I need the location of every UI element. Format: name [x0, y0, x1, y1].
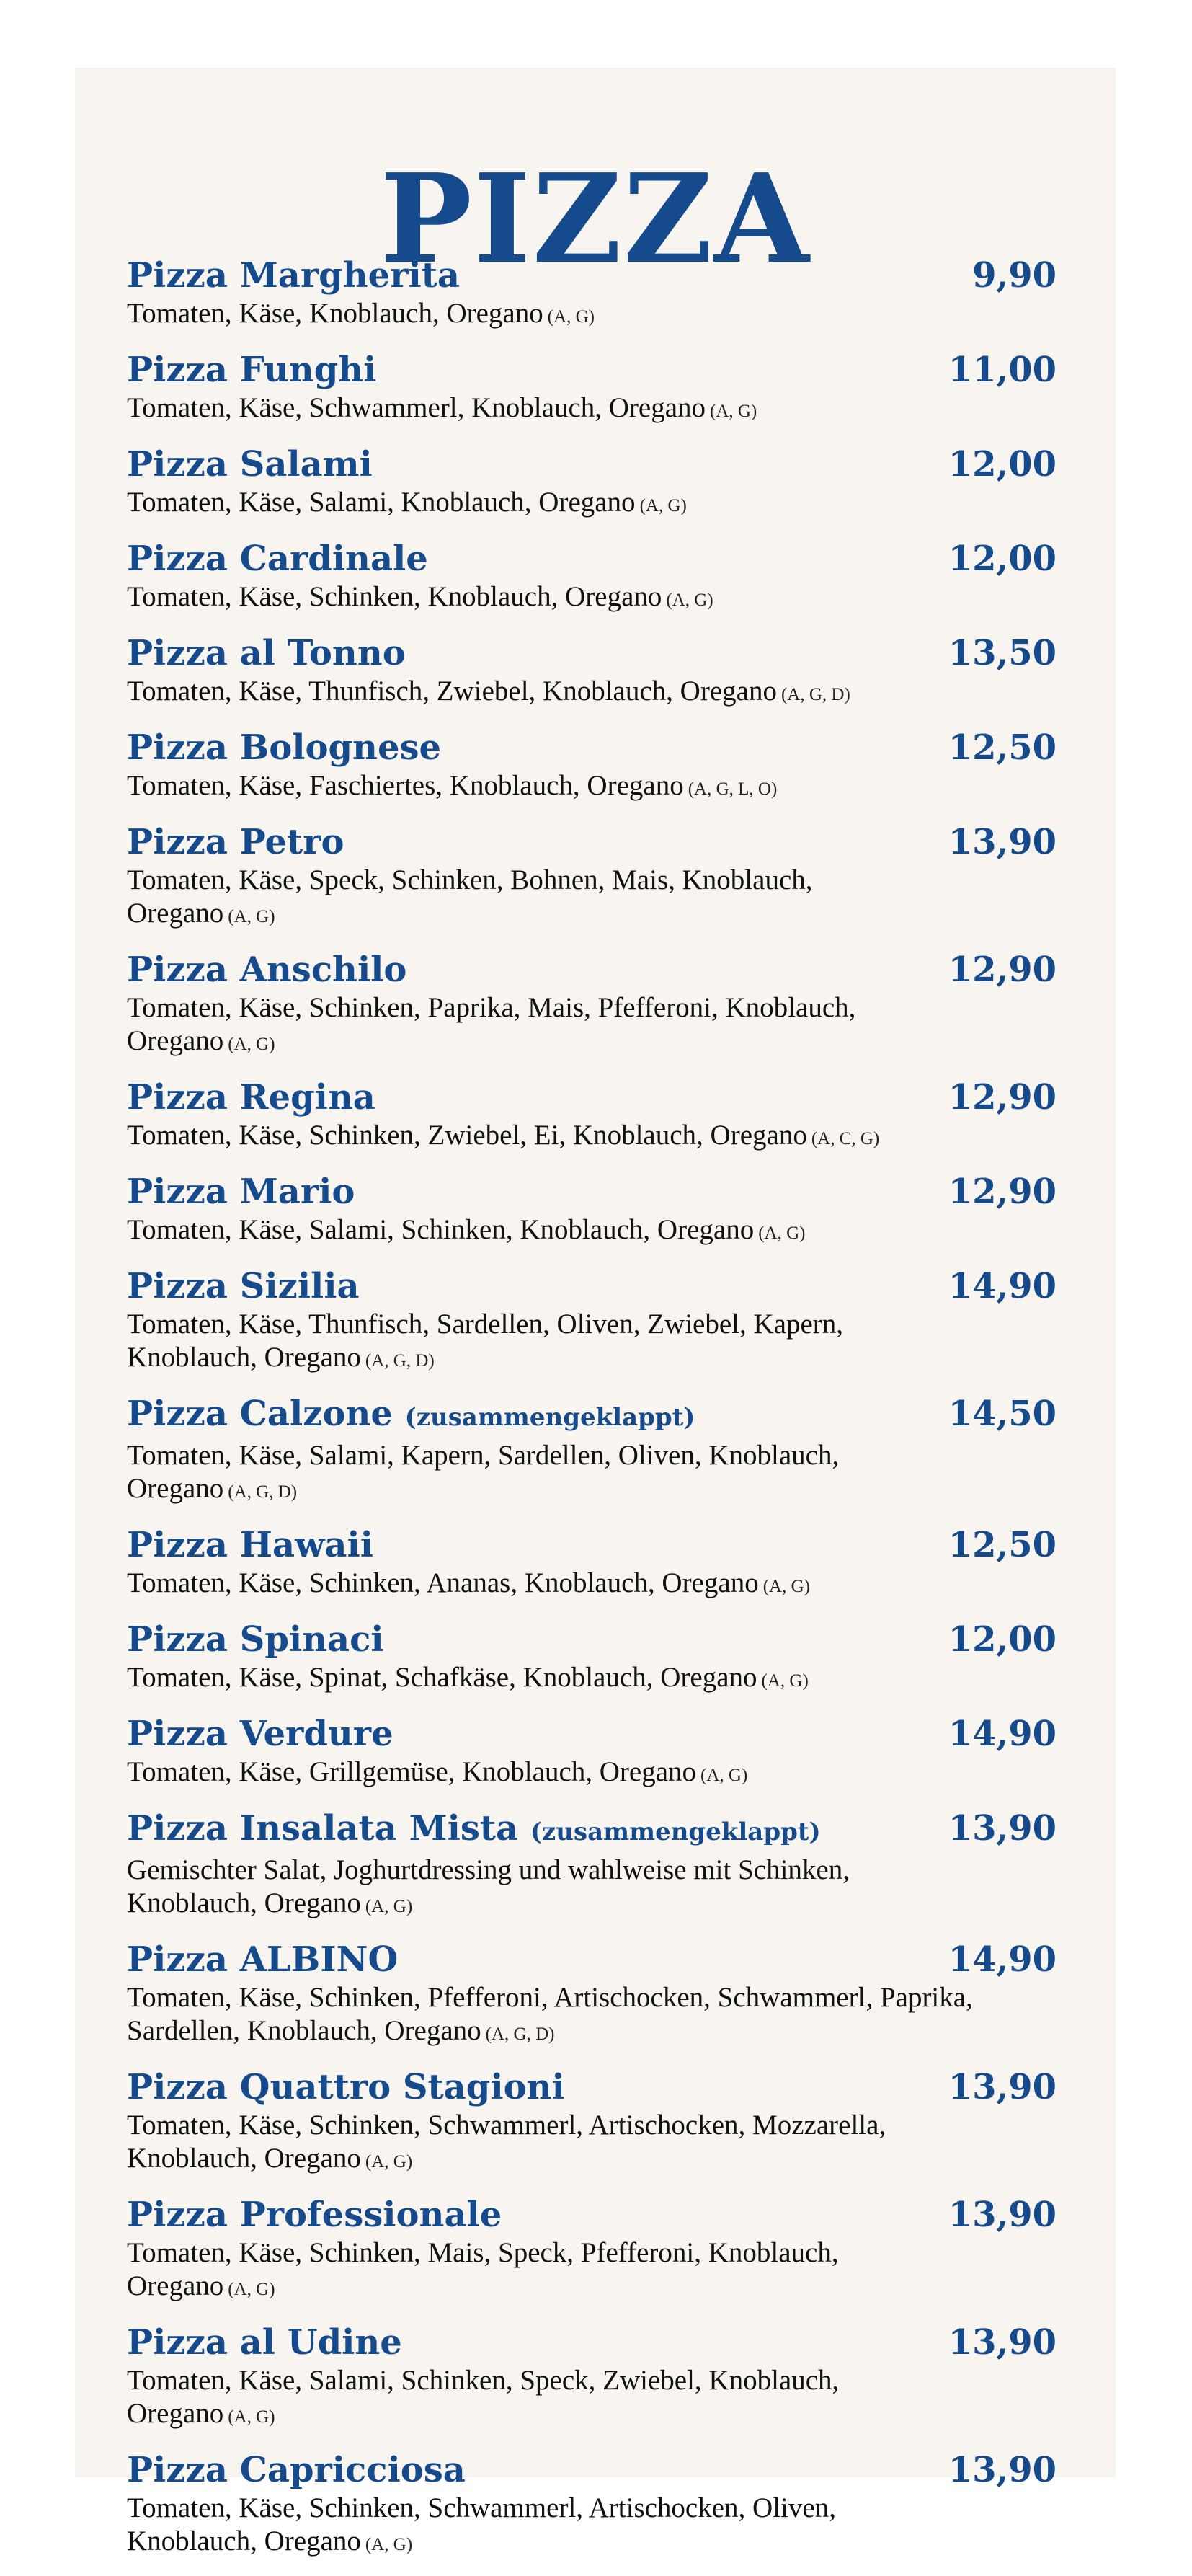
item-ingredients: Tomaten, Käse, Schinken, Zwiebel, Ei, Knoblauch, Oregano: [127, 1120, 807, 1151]
item-name: [127, 348, 1057, 391]
item-ingredients: Tomaten, Käse, Schinken, Knoblauch, Oregano: [127, 581, 662, 612]
item-name: [127, 948, 1057, 991]
item-price: 12,90: [948, 1172, 1057, 1212]
item-description: [127, 991, 941, 1061]
item-ingredients: Tomaten, Käse, Salami, Knoblauch, Oregano: [127, 487, 636, 518]
item-description: [127, 769, 941, 806]
item-name: [127, 820, 1057, 864]
item-price: 12,00: [948, 1619, 1057, 1660]
item-price: 12,90: [948, 950, 1057, 990]
menu-item: [127, 632, 1057, 712]
item-price: 12,00: [948, 444, 1057, 484]
menu-item: [127, 1523, 1057, 1603]
item-description: [127, 2236, 941, 2306]
menu-item: [127, 726, 1057, 806]
item-ingredients: Tomaten, Käse, Schinken, Ananas, Knoblauch, Oregano: [127, 1567, 759, 1598]
menu-item: [127, 2321, 1057, 2434]
menu-item: [127, 1938, 1057, 2051]
menu-item: [127, 820, 1057, 934]
item-description: [127, 486, 941, 523]
item-price: 14,50: [948, 1394, 1057, 1434]
item-ingredients: Tomaten, Käse, Salami, Kapern, Sardellen, Oliven, Knoblauch, Oregano: [127, 1440, 840, 1504]
page-title: PIZZA: [380, 147, 811, 291]
item-name: [127, 443, 1057, 486]
item-allergens: (A, G): [762, 1577, 810, 1596]
item-name: [127, 1807, 1057, 1854]
menu-item: [127, 348, 1057, 428]
item-note: (zusammengeklappt): [404, 1403, 695, 1432]
item-description: [127, 1567, 941, 1603]
item-allergens: (A, G, L, O): [688, 779, 778, 799]
menu-item: [127, 1170, 1057, 1250]
item-description: [127, 391, 941, 428]
item-description: [127, 864, 941, 934]
item-ingredients: Tomaten, Käse, Salami, Schinken, Knoblauch, Oregano: [127, 1214, 755, 1245]
item-name-text: Pizza Insalata Mista: [127, 1808, 519, 1849]
menu-item: [127, 2448, 1057, 2562]
item-description: [127, 1439, 941, 1509]
item-name: [127, 1392, 1057, 1439]
item-allergens: (A, G): [365, 2535, 413, 2554]
item-description: [127, 675, 941, 712]
item-ingredients: Tomaten, Käse, Schinken, Mais, Speck, Pfefferoni, Knoblauch, Oregano: [127, 2237, 839, 2301]
item-ingredients: Tomaten, Käse, Faschiertes, Knoblauch, Oregano: [127, 770, 684, 801]
item-allergens: (A, C, G): [811, 1129, 880, 1148]
item-price: 14,90: [948, 1266, 1057, 1306]
item-name-text: Pizza Hawaii: [127, 1525, 373, 1565]
item-price: 13,90: [948, 2195, 1057, 2235]
item-name-text: Pizza Bolognese: [127, 727, 442, 768]
item-allergens: (A, G, D): [780, 685, 850, 704]
item-name: [127, 2448, 1057, 2492]
item-name: [127, 254, 1057, 297]
item-ingredients: Tomaten, Käse, Schinken, Schwammerl, Artischocken, Oliven, Knoblauch, Oregano: [127, 2492, 836, 2557]
item-name-text: Pizza Verdure: [127, 1714, 393, 1754]
item-ingredients: Tomaten, Käse, Schinken, Pfefferoni, Artischocken, Schwammerl, Paprika, Sardellen, Knoblauch, Oregano: [127, 1982, 973, 2046]
item-ingredients: Tomaten, Käse, Thunfisch, Sardellen, Oliven, Zwiebel, Kapern, Knoblauch, Oregano: [127, 1309, 844, 1373]
menu-panel: [75, 68, 1116, 2557]
menu-item: [127, 1392, 1057, 1509]
item-price: 14,90: [948, 1939, 1057, 1980]
item-name-text: Pizza Quattro Stagioni: [127, 2067, 565, 2107]
item-name: [127, 632, 1057, 675]
item-description: [127, 1213, 941, 1250]
item-price: 11,00: [948, 350, 1057, 390]
item-ingredients: Tomaten, Käse, Salami, Schinken, Speck, Zwiebel, Knoblauch, Oregano: [127, 2365, 840, 2429]
item-description: [127, 2364, 941, 2434]
item-price: 13,90: [948, 822, 1057, 862]
item-allergens: (A, G, D): [228, 1482, 298, 1502]
item-price: 13,90: [948, 2450, 1057, 2490]
item-price: 13,90: [948, 2322, 1057, 2363]
item-allergens: (A, G): [700, 1766, 748, 1785]
item-name: [127, 726, 1057, 769]
item-name: [127, 1265, 1057, 1308]
item-price: 14,90: [948, 1714, 1057, 1754]
item-description: [127, 2109, 941, 2179]
item-price: 9,90: [972, 255, 1057, 296]
item-allergens: (A, G): [228, 2407, 275, 2427]
item-name: [127, 1076, 1057, 1119]
item-name-text: Pizza al Udine: [127, 2322, 402, 2363]
item-allergens: (A, G): [710, 402, 757, 421]
item-name-text: Pizza ALBINO: [127, 1939, 399, 1980]
item-description: [127, 1981, 1028, 2051]
item-allergens: (A, G): [761, 1671, 809, 1691]
item-name-text: Pizza Calzone: [127, 1394, 393, 1434]
item-name: [127, 2193, 1057, 2236]
item-description: [127, 1119, 1028, 1156]
item-name-text: Pizza Regina: [127, 1077, 375, 1117]
item-ingredients: Tomaten, Käse, Grillgemüse, Knoblauch, Oregano: [127, 1756, 697, 1787]
item-name-text: Pizza Salami: [127, 444, 373, 484]
item-ingredients: Tomaten, Käse, Spinat, Schafkäse, Knoblauch, Oregano: [127, 1662, 757, 1693]
menu-item: [127, 1265, 1057, 1378]
item-name: [127, 2066, 1057, 2109]
item-description: [127, 2492, 941, 2562]
menu-item: [127, 2193, 1057, 2306]
item-allergens: (A, G, D): [485, 2024, 555, 2044]
item-allergens: (A, G): [666, 590, 713, 610]
item-price: 12,50: [948, 727, 1057, 768]
item-allergens: (A, G): [228, 2280, 275, 2299]
item-name-text: Pizza Funghi: [127, 350, 377, 390]
item-ingredients: Gemischter Salat, Joghurtdressing und wahlweise mit Schinken, Knoblauch, Oregano: [127, 1854, 850, 1918]
item-allergens: (A, G): [365, 1897, 413, 1916]
item-description: [127, 297, 941, 334]
menu-item: [127, 1076, 1057, 1156]
menu-item: [127, 254, 1057, 334]
item-ingredients: Tomaten, Käse, Knoblauch, Oregano: [127, 298, 543, 329]
menu-item: [127, 1712, 1057, 1792]
menu-item: [127, 948, 1057, 1061]
item-price: 12,90: [948, 1077, 1057, 1117]
item-ingredients: Tomaten, Käse, Schinken, Schwammerl, Artischocken, Mozzarella, Knoblauch, Oregano: [127, 2110, 886, 2174]
item-description: [127, 1308, 941, 1378]
item-allergens: (A, G): [547, 307, 595, 327]
item-name: [127, 1712, 1057, 1756]
item-price: 12,50: [948, 1525, 1057, 1565]
item-description: [127, 1661, 941, 1698]
item-name-text: Pizza Capricciosa: [127, 2450, 466, 2490]
item-allergens: (A, G): [639, 496, 687, 515]
menu-item: [127, 537, 1057, 617]
pizza-list: [127, 254, 1057, 2576]
item-price: 13,50: [948, 633, 1057, 673]
item-name: [127, 1618, 1057, 1661]
item-name-text: Pizza Petro: [127, 822, 344, 862]
item-price: 13,90: [948, 1808, 1057, 1849]
item-allergens: (A, G): [228, 907, 275, 926]
item-ingredients: Tomaten, Käse, Speck, Schinken, Bohnen, Mais, Knoblauch, Oregano: [127, 864, 813, 929]
item-name: [127, 1523, 1057, 1567]
menu-item: [127, 2066, 1057, 2179]
item-allergens: (A, G, D): [365, 1351, 435, 1371]
menu-item: [127, 1807, 1057, 1924]
item-description: [127, 1854, 941, 1924]
item-name-text: Pizza al Tonno: [127, 633, 406, 673]
item-allergens: (A, G): [228, 1035, 275, 1054]
item-name-text: Pizza Margherita: [127, 255, 460, 296]
item-ingredients: Tomaten, Käse, Thunfisch, Zwiebel, Knoblauch, Oregano: [127, 676, 777, 707]
item-ingredients: Tomaten, Käse, Schinken, Paprika, Mais, Pfefferoni, Knoblauch, Oregano: [127, 992, 856, 1056]
menu-item: [127, 443, 1057, 523]
item-allergens: (A, G): [365, 2152, 413, 2172]
item-allergens: (A, G): [758, 1223, 806, 1243]
item-note: (zusammengeklappt): [530, 1818, 821, 1846]
item-ingredients: Tomaten, Käse, Schwammerl, Knoblauch, Oregano: [127, 392, 706, 423]
item-name-text: Pizza Anschilo: [127, 950, 407, 990]
item-name-text: Pizza Mario: [127, 1172, 355, 1212]
menu-item: [127, 1618, 1057, 1698]
item-price: 13,90: [948, 2067, 1057, 2107]
item-name: [127, 537, 1057, 580]
item-name-text: Pizza Spinaci: [127, 1619, 384, 1660]
item-name: [127, 1170, 1057, 1213]
item-name: [127, 2321, 1057, 2364]
item-description: [127, 1756, 941, 1792]
item-description: [127, 580, 941, 617]
item-name-text: Pizza Cardinale: [127, 539, 428, 579]
item-name-text: Pizza Professionale: [127, 2195, 502, 2235]
item-price: 12,00: [948, 539, 1057, 579]
item-name: [127, 1938, 1057, 1981]
item-name-text: Pizza Sizilia: [127, 1266, 360, 1306]
